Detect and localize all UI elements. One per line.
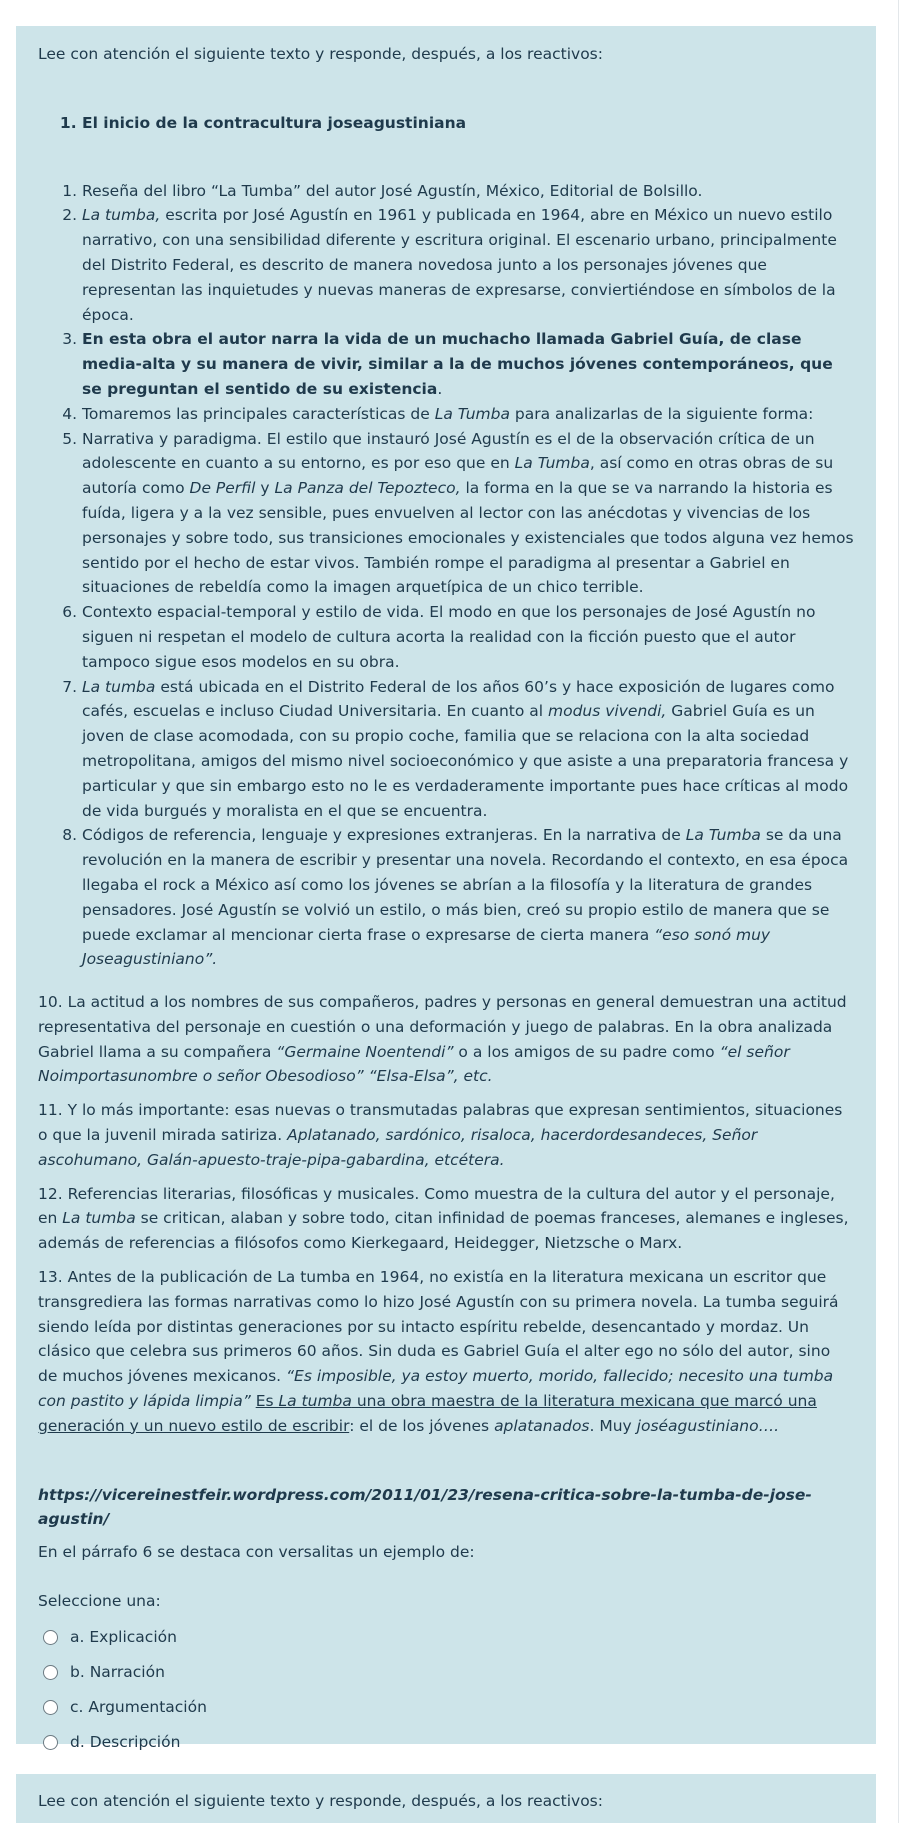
reading-title: 1. El inicio de la contracultura joseagustiniana [82, 111, 854, 136]
reading-list [38, 179, 854, 973]
question-card [16, 26, 876, 1752]
list-item: 6. Contexto espacial-temporal y estilo de vida. El modo en que los personajes de José Agustín no siguen ni respetan el modelo de cultura acorta la realidad con la ficción puesto que el autor tampoco sigue esos modelos en su obra. [82, 600, 854, 674]
list-item: 3. En esta obra el autor narra la vida de un muchacho llamada Gabriel Guía, de clase media-alta y su manera de vivir, similar a la de muchos jóvenes contemporáneos, que se preguntan el sentido de su existencia. [82, 327, 854, 401]
next-question-instruction: Lee con atención el siguiente texto y responde, después, a los reactivos: [38, 1792, 603, 1810]
answer-options [38, 1620, 854, 1760]
question-text: En el párrafo 6 se destaca con versalitas un ejemplo de: [38, 1543, 475, 1562]
reading-title-list [38, 111, 854, 136]
answer-option-c[interactable] [38, 1690, 854, 1725]
answer-option-a[interactable] [38, 1620, 854, 1655]
radio-button-icon[interactable] [43, 1700, 58, 1715]
source-url: https://vicereinestfeir.wordpress.com/2011/01/23/resena-critica-sobre-la-tumba-de-jose-agustin/ [38, 1485, 812, 1529]
paragraph-10: 10. La actitud a los nombres de sus compañeros, padres y personas en general demuestran una actitud representativa del personaje en cuestión o una deformación y juego de palabras. En la obra analizada Gabriel llama a su compañera “Germaine Noentendi” o a los amigos de su padre como “el señor Noimportasunombre o señor Obesodioso” “Elsa-Elsa”, etc. [38, 993, 847, 1086]
list-item: 1. Reseña del libro “La Tumba” del autor José Agustín, México, Editorial de Bolsillo. [82, 179, 854, 204]
paragraph-13: 13. Antes de la publicación de La tumba en 1964, no existía en la literatura mexicana un escritor que transgrediera las formas narrativas como lo hizo José Agustín con su primera novela. La tumba seguirá siendo leída por distintas generaciones por su intacto espíritu rebelde, desencantado y mordaz. Un clásico que celebra sus primeros 60 años. Sin duda es Gabriel Guía el alter ego no sólo del autor, sino de muchos jóvenes mexicanos. “Es imposible, ya estoy muerto, morido, fallecido; necesito una tumba con pastito y lápida limpia” Es La tumba una obra maestra de la literatura mexicana que marcó una generación y un nuevo estilo de escribir: el de los jóvenes aplatanados. Muy joséagustiniano…. [38, 1268, 839, 1435]
question-instruction: Lee con atención el siguiente texto y responde, después, a los reactivos: [38, 45, 603, 63]
radio-button-icon[interactable] [43, 1630, 58, 1645]
answer-option-label: a. Explicación [70, 1628, 177, 1647]
list-item: 4. Tomaremos las principales características de La Tumba para analizarlas de la siguiente forma: [82, 402, 854, 427]
answer-option-b[interactable] [38, 1655, 854, 1690]
page-right-divider [898, 0, 899, 1823]
next-question-card [16, 1774, 876, 1823]
list-item: 7. La tumba está ubicada en el Distrito Federal de los años 60’s y hace exposición de lugares como cafés, escuelas e incluso Ciudad Universitaria. En cuanto al modus vivendi, Gabriel Guía es un joven de clase acomodada, con su propio coche, familia que se relaciona con la alta sociedad metropolitana, amigos del mismo nivel socioeconómico y que asiste a una preparatoria francesa y particular y que sin embargo esto no le es verdaderamente importante pues hace críticas al modo de vida burgués y moralista en el que se encuentra. [82, 675, 854, 824]
radio-button-icon[interactable] [43, 1665, 58, 1680]
list-item: 2. La tumba, escrita por José Agustín en 1961 y publicada en 1964, abre en México un nuevo estilo narrativo, con una sensibilidad diferente y escritura original. El escenario urbano, principalmente del Distrito Federal, es descrito de manera novedosa junto a los personajes jóvenes que representan las inquietudes y nuevas maneras de expresarse, conviertiéndose en símbolos de la época. [82, 203, 854, 327]
select-one-label: Seleccione una: [38, 1592, 161, 1611]
answer-option-label: c. Argumentación [70, 1698, 207, 1717]
answer-option-label: d. Descripción [70, 1733, 181, 1752]
answer-option-d[interactable] [38, 1725, 854, 1760]
answer-option-label: b. Narración [70, 1663, 165, 1682]
list-item: 8. Códigos de referencia, lenguaje y expresiones extranjeras. En la narrativa de La Tumba se da una revolución en la manera de escribir y presentar una novela. Recordando el contexto, en esa época llegaba el rock a México así como los jóvenes se abrían a la filosofía y la literatura de grandes pensadores. José Agustín se volvió un estilo, o más bien, creó su propio estilo de manera que se puede exclamar al mencionar cierta frase o expresarse de cierta manera “eso sonó muy Joseagustiniano”. [82, 823, 854, 972]
radio-button-icon[interactable] [43, 1735, 58, 1750]
paragraph-12: 12. Referencias literarias, filosóficas y musicales. Como muestra de la cultura del autor y el personaje, en La tumba se critican, alaban y sobre todo, citan infinidad de poemas franceses, alemanes e ingleses, además de referencias a filósofos como Kierkegaard, Heidegger, Nietzsche o Marx. [38, 1184, 849, 1253]
paragraph-11: 11. Y lo más importante: esas nuevas o transmutadas palabras que expresan sentimientos, situaciones o que la juvenil mirada satiriza. Aplatanado, sardónico, risaloca, hacerdordesandeces, Señor ascohumano, Galán-apuesto-traje-pipa-gabardina, etcétera. [38, 1101, 843, 1169]
list-item: 5. Narrativa y paradigma. El estilo que instauró José Agustín es el de la observación crítica de un adolescente en cuanto a su entorno, es por eso que en La Tumba, así como en otras obras de su autoría como De Perfil y La Panza del Tepozteco, la forma en la que se va narrando la historia es fuída, ligera y a la vez sensible, pues envuelven al lector con las anécdotas y vivencias de los personajes y sobre todo, sus transiciones emocionales y existenciales que todos alguna vez hemos sentido por el hecho de estar vivos. También rompe el paradigma al presentar a Gabriel en situaciones de rebeldía como la imagen arquetípica de un chico terrible. [82, 427, 854, 601]
